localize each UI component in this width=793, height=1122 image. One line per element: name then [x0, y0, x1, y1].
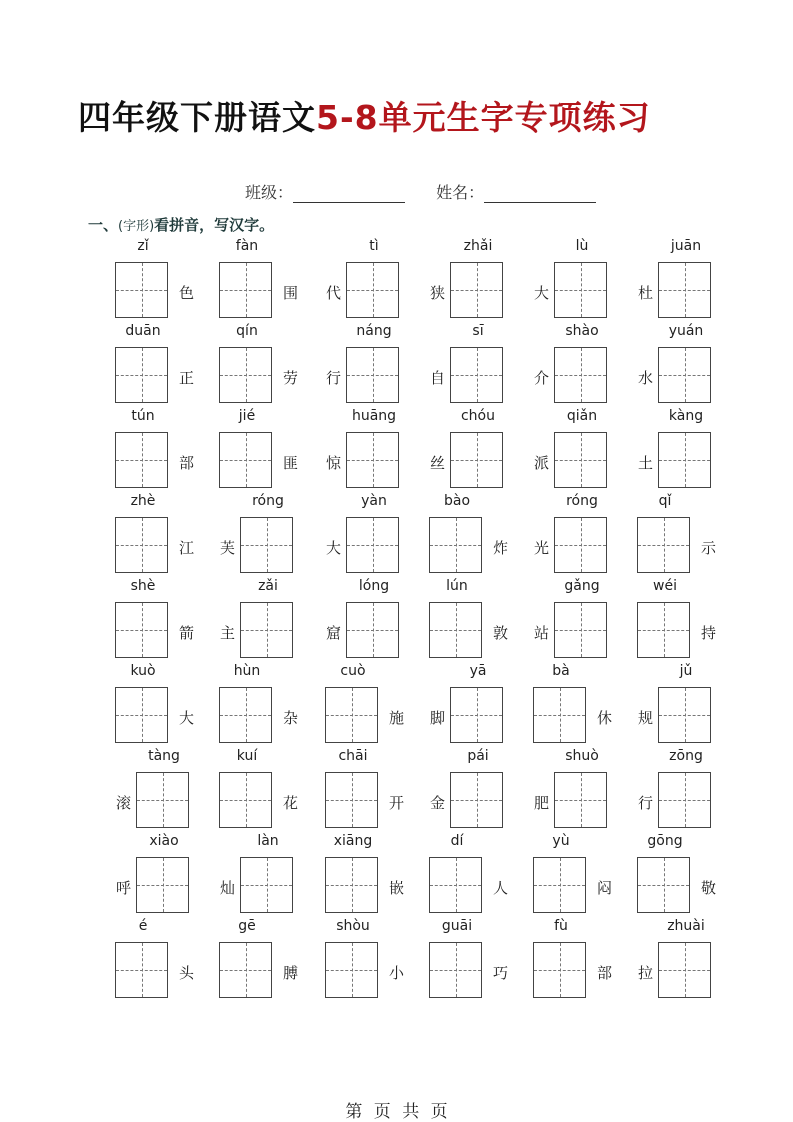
writing-box[interactable]	[637, 517, 690, 573]
exercise-item	[216, 661, 320, 746]
writing-box[interactable]	[115, 262, 168, 318]
hint-character: 主	[220, 624, 236, 642]
writing-box[interactable]	[219, 262, 272, 318]
hint-character: 土	[638, 454, 654, 472]
pinyin-label: róng	[252, 493, 284, 509]
pinyin-label: yuán	[668, 323, 704, 339]
writing-box[interactable]	[450, 432, 503, 488]
hint-character: 杂	[283, 709, 299, 727]
exercise-item	[530, 236, 634, 321]
hint-character: 嵌	[389, 879, 405, 897]
writing-box[interactable]	[346, 602, 399, 658]
pinyin-label: zǎi	[258, 578, 278, 594]
writing-box[interactable]	[450, 772, 503, 828]
exercise-item	[216, 491, 320, 576]
hint-character: 部	[179, 454, 195, 472]
writing-box[interactable]	[533, 687, 586, 743]
exercise-item	[426, 576, 530, 661]
hint-character: 行	[638, 794, 654, 812]
pinyin-label: xiāng	[333, 833, 373, 849]
pinyin-label: róng	[566, 493, 598, 509]
exercise-item	[634, 746, 738, 831]
hint-character: 色	[179, 284, 195, 302]
writing-box[interactable]	[325, 772, 378, 828]
exercise-item	[426, 491, 530, 576]
exercise-item	[426, 406, 530, 491]
writing-box[interactable]	[554, 602, 607, 658]
exercise-item	[112, 491, 216, 576]
hint-character: 大	[179, 709, 195, 727]
writing-box[interactable]	[115, 347, 168, 403]
pinyin-label: shè	[130, 578, 156, 594]
exercise-item	[112, 746, 216, 831]
pinyin-label: tì	[369, 238, 379, 254]
writing-box[interactable]	[325, 942, 378, 998]
writing-box[interactable]	[136, 857, 189, 913]
hint-character: 代	[326, 284, 342, 302]
pinyin-label: juān	[670, 238, 702, 254]
exercise-item	[426, 321, 530, 406]
hint-character: 敬	[701, 879, 717, 897]
pinyin-label: cuò	[340, 663, 366, 679]
section-number: 一、	[88, 216, 119, 234]
hint-character: 部	[597, 964, 613, 982]
hint-character: 开	[389, 794, 405, 812]
writing-box[interactable]	[115, 432, 168, 488]
writing-box[interactable]	[219, 432, 272, 488]
exercise-item	[216, 576, 320, 661]
pinyin-label: zhè	[130, 493, 156, 509]
exercise-item	[322, 406, 426, 491]
writing-box[interactable]	[429, 857, 482, 913]
hint-character: 规	[638, 709, 654, 727]
exercise-item	[426, 746, 530, 831]
hint-character: 围	[283, 284, 299, 302]
pinyin-label: zǐ	[137, 238, 149, 254]
pinyin-label: zhuài	[667, 918, 705, 934]
hint-character: 闷	[597, 879, 613, 897]
pinyin-label: náng	[356, 323, 392, 339]
hint-character: 灿	[220, 879, 236, 897]
writing-box[interactable]	[637, 857, 690, 913]
hint-character: 江	[179, 539, 195, 557]
writing-box[interactable]	[658, 772, 711, 828]
exercise-item	[530, 916, 634, 1001]
exercise-item	[426, 661, 530, 746]
pinyin-label: fàn	[235, 238, 259, 254]
pinyin-label: lù	[575, 238, 589, 254]
exercise-item	[530, 576, 634, 661]
exercise-item	[216, 746, 320, 831]
exercise-item	[426, 831, 530, 916]
pinyin-label: kàng	[668, 408, 704, 424]
writing-box[interactable]	[240, 857, 293, 913]
pinyin-label: shòu	[336, 918, 370, 934]
pinyin-label: qǐ	[658, 493, 672, 509]
pinyin-label: yàn	[361, 493, 387, 509]
writing-box[interactable]	[533, 857, 586, 913]
page-title	[78, 92, 651, 139]
hint-character: 丝	[430, 454, 446, 472]
exercise-row	[112, 321, 732, 406]
exercise-item	[426, 236, 530, 321]
hint-character: 拉	[638, 964, 654, 982]
exercise-item	[634, 321, 738, 406]
hint-character: 自	[430, 369, 446, 387]
hint-character: 光	[534, 539, 550, 557]
pinyin-label: shào	[565, 323, 599, 339]
writing-box[interactable]	[429, 942, 482, 998]
hint-character: 介	[534, 369, 550, 387]
pinyin-label: dí	[450, 833, 464, 849]
pinyin-label: hùn	[233, 663, 261, 679]
exercise-item	[426, 916, 530, 1001]
pinyin-label: sī	[472, 323, 484, 339]
hint-character: 施	[389, 709, 405, 727]
exercise-item	[530, 406, 634, 491]
exercise-item	[530, 831, 634, 916]
pinyin-label: zhǎi	[463, 238, 493, 254]
class-label: 班级：	[245, 183, 294, 202]
writing-box[interactable]	[658, 347, 711, 403]
writing-box[interactable]	[658, 942, 711, 998]
exercise-item	[634, 491, 738, 576]
pinyin-label: jǔ	[679, 663, 693, 679]
exercise-item	[216, 831, 320, 916]
writing-box[interactable]	[554, 432, 607, 488]
hint-character: 花	[283, 794, 299, 812]
writing-box[interactable]	[115, 687, 168, 743]
pinyin-label: wéi	[653, 578, 677, 594]
hint-character: 头	[179, 964, 195, 982]
writing-box[interactable]	[346, 432, 399, 488]
exercise-row	[112, 576, 732, 661]
hint-character: 休	[597, 709, 613, 727]
exercise-item	[322, 321, 426, 406]
writing-box[interactable]	[219, 347, 272, 403]
exercise-item	[112, 321, 216, 406]
exercise-item	[322, 916, 426, 1001]
pinyin-label: jié	[238, 408, 256, 424]
title-topic: 5-8单元生字专项练习	[316, 98, 651, 137]
exercise-item	[112, 661, 216, 746]
exercise-item	[216, 406, 320, 491]
pinyin-label: lóng	[358, 578, 390, 594]
hint-character: 小	[389, 964, 405, 982]
pinyin-label: chāi	[338, 748, 368, 764]
pinyin-label: bào	[443, 493, 471, 509]
class-field[interactable]	[293, 188, 405, 203]
exercise-grid	[112, 236, 732, 1001]
writing-box[interactable]	[346, 517, 399, 573]
writing-box[interactable]	[325, 857, 378, 913]
hint-character: 巧	[493, 964, 509, 982]
exercise-item	[112, 916, 216, 1001]
hint-character: 劳	[283, 369, 299, 387]
exercise-item	[530, 746, 634, 831]
hint-character: 呼	[116, 879, 132, 897]
pinyin-label: kuí	[236, 748, 258, 764]
exercise-item	[216, 916, 320, 1001]
exercise-item	[112, 406, 216, 491]
pinyin-label: xiào	[149, 833, 179, 849]
exercise-item	[634, 576, 738, 661]
writing-box[interactable]	[240, 517, 293, 573]
exercise-item	[216, 236, 320, 321]
pinyin-label: làn	[257, 833, 279, 849]
exercise-item	[634, 406, 738, 491]
pinyin-label: lún	[446, 578, 468, 594]
pinyin-label: bà	[552, 663, 570, 679]
exercise-item	[112, 831, 216, 916]
hint-character: 脚	[430, 709, 446, 727]
hint-character: 芙	[220, 539, 236, 557]
pinyin-label: huāng	[351, 408, 397, 424]
exercise-row	[112, 661, 732, 746]
exercise-item	[322, 491, 426, 576]
exercise-item	[634, 916, 738, 1001]
pinyin-label: duān	[125, 323, 161, 339]
pinyin-label: guāi	[441, 918, 473, 934]
exercise-item	[322, 661, 426, 746]
pinyin-label: fù	[554, 918, 568, 934]
section-instruction: 看拼音，写汉字。	[154, 216, 275, 234]
hint-character: 膊	[283, 964, 299, 982]
exercise-item	[216, 321, 320, 406]
writing-box[interactable]	[658, 687, 711, 743]
name-field[interactable]	[484, 188, 596, 203]
hint-character: 敦	[493, 624, 509, 642]
name-label: 姓名：	[436, 183, 485, 202]
student-info	[245, 180, 622, 203]
writing-box[interactable]	[554, 517, 607, 573]
exercise-row	[112, 491, 732, 576]
exercise-item	[634, 661, 738, 746]
writing-box[interactable]	[429, 602, 482, 658]
exercise-item	[530, 491, 634, 576]
pinyin-label: yā	[469, 663, 487, 679]
pinyin-label: qiǎn	[566, 408, 598, 424]
pinyin-label: pái	[467, 748, 489, 764]
pinyin-label: zōng	[669, 748, 703, 764]
writing-box[interactable]	[450, 347, 503, 403]
writing-box[interactable]	[325, 687, 378, 743]
writing-box[interactable]	[637, 602, 690, 658]
writing-box[interactable]	[219, 687, 272, 743]
writing-box[interactable]	[554, 262, 607, 318]
exercise-item	[112, 236, 216, 321]
exercise-row	[112, 236, 732, 321]
page-footer: 第 页 共 页	[345, 1102, 448, 1122]
hint-character: 示	[701, 539, 717, 557]
pinyin-label: gōng	[647, 833, 683, 849]
hint-character: 匪	[283, 454, 299, 472]
hint-character: 肥	[534, 794, 550, 812]
hint-character: 杜	[638, 284, 654, 302]
writing-box[interactable]	[115, 517, 168, 573]
exercise-item	[322, 746, 426, 831]
pinyin-label: gē	[238, 918, 256, 934]
exercise-item	[634, 831, 738, 916]
hint-character: 惊	[326, 454, 342, 472]
writing-box[interactable]	[240, 602, 293, 658]
writing-box[interactable]	[554, 772, 607, 828]
exercise-item	[634, 236, 738, 321]
writing-box[interactable]	[346, 347, 399, 403]
writing-box[interactable]	[450, 262, 503, 318]
pinyin-label: yù	[552, 833, 570, 849]
writing-box[interactable]	[219, 942, 272, 998]
exercise-item	[112, 576, 216, 661]
writing-box[interactable]	[658, 262, 711, 318]
exercise-item	[322, 831, 426, 916]
writing-box[interactable]	[450, 687, 503, 743]
hint-character: 金	[430, 794, 446, 812]
writing-box[interactable]	[554, 347, 607, 403]
writing-box[interactable]	[136, 772, 189, 828]
exercise-item	[322, 576, 426, 661]
pinyin-label: kuò	[130, 663, 156, 679]
exercise-item	[530, 661, 634, 746]
exercise-row	[112, 916, 732, 1001]
pinyin-label: é	[138, 918, 148, 934]
hint-character: 窟	[326, 624, 342, 642]
exercise-row	[112, 831, 732, 916]
hint-character: 站	[534, 624, 550, 642]
hint-character: 大	[326, 539, 342, 557]
hint-character: 水	[638, 369, 654, 387]
hint-character: 箭	[179, 624, 195, 642]
writing-box[interactable]	[429, 517, 482, 573]
pinyin-label: qín	[236, 323, 258, 339]
writing-box[interactable]	[115, 602, 168, 658]
writing-box[interactable]	[219, 772, 272, 828]
hint-character: 人	[493, 879, 509, 897]
hint-character: 派	[534, 454, 550, 472]
writing-box[interactable]	[533, 942, 586, 998]
hint-character: 正	[179, 369, 195, 387]
writing-box[interactable]	[346, 262, 399, 318]
exercise-row	[112, 746, 732, 831]
hint-character: 炸	[493, 539, 509, 557]
section-tag: (字形)	[118, 219, 155, 234]
hint-character: 滚	[116, 794, 132, 812]
pinyin-label: shuò	[565, 748, 599, 764]
title-grade: 四年级下册语文	[78, 98, 316, 137]
exercise-item	[530, 321, 634, 406]
hint-character: 狭	[430, 284, 446, 302]
exercise-item	[322, 236, 426, 321]
exercise-row	[112, 406, 732, 491]
pinyin-label: gǎng	[564, 578, 600, 594]
pinyin-label: chóu	[460, 408, 495, 424]
pinyin-label: tàng	[148, 748, 180, 764]
hint-character: 大	[534, 284, 550, 302]
hint-character: 行	[326, 369, 342, 387]
pinyin-label: tún	[131, 408, 155, 424]
writing-box[interactable]	[658, 432, 711, 488]
section-heading	[88, 214, 274, 235]
writing-box[interactable]	[115, 942, 168, 998]
hint-character: 持	[701, 624, 717, 642]
